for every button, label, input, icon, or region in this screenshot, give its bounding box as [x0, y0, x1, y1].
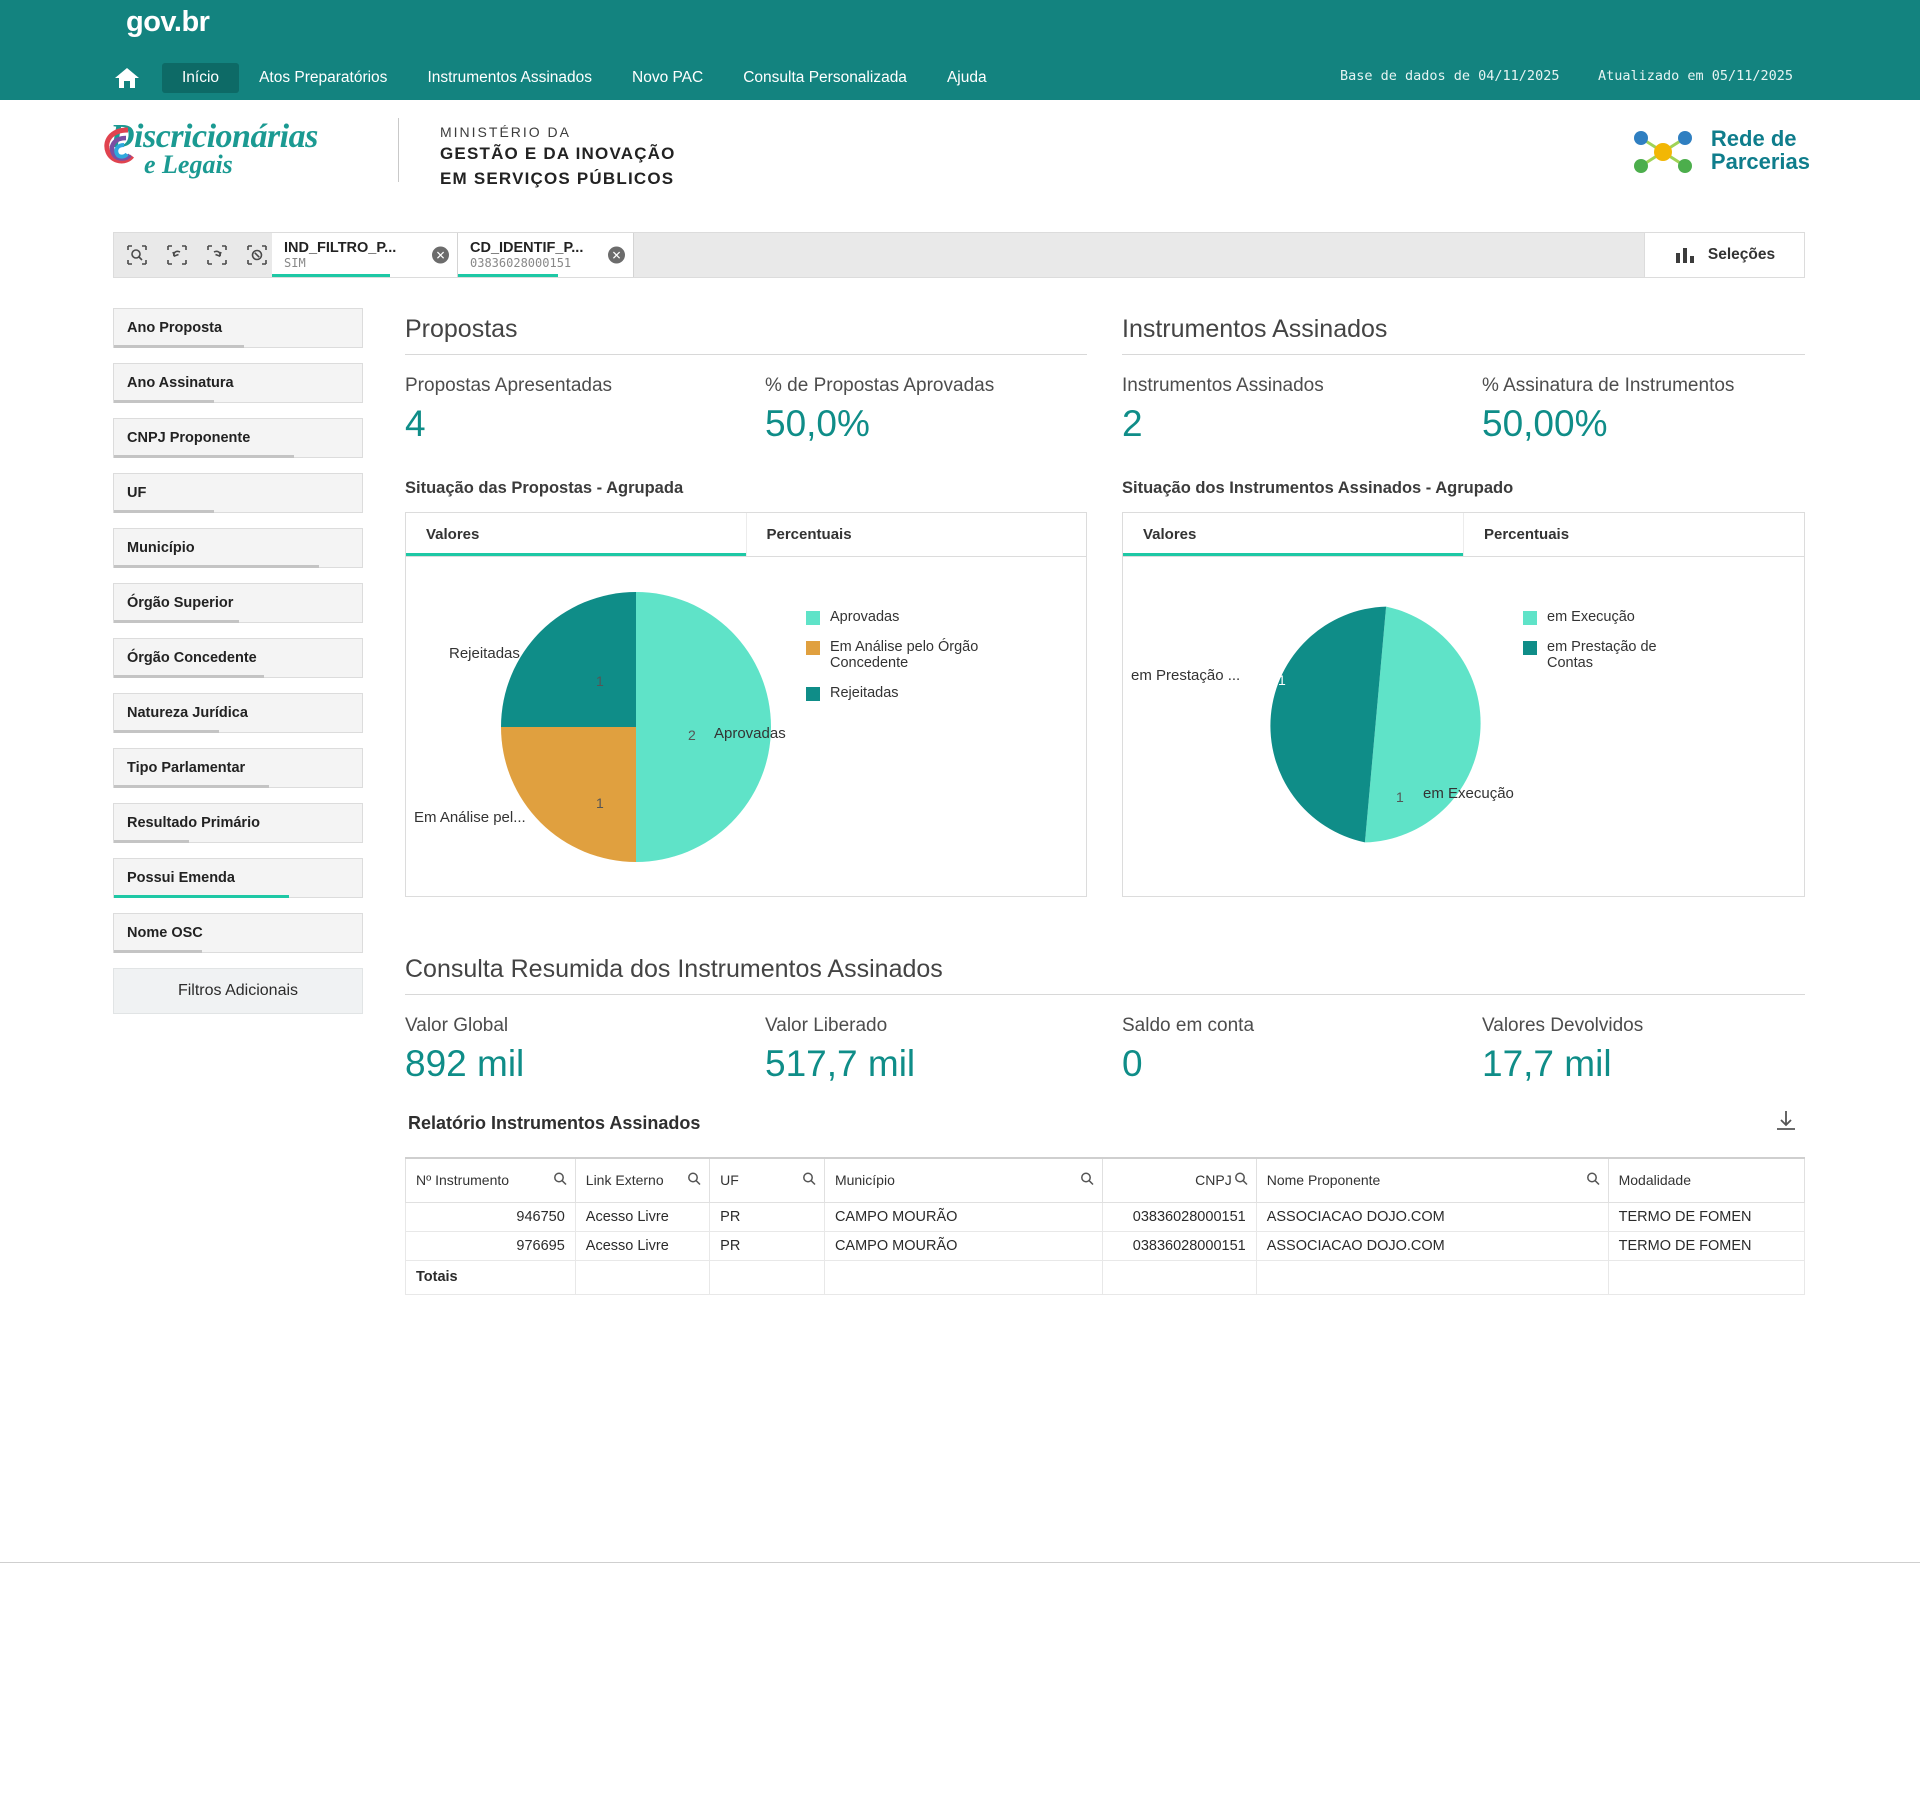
kpi-instrumentos-assinados	[1122, 375, 1482, 445]
legend-item[interactable]	[1523, 639, 1763, 671]
column-header-cnpj[interactable]	[1103, 1158, 1256, 1202]
filter-orgao-concedente[interactable]	[113, 638, 363, 678]
selections-label: Seleções	[1707, 246, 1776, 263]
cell-link-externo[interactable]: Acesso Livre	[575, 1202, 709, 1231]
pie-slice-label-rejeitadas-value: 1	[596, 673, 604, 689]
legend-swatch-icon	[806, 641, 820, 655]
cell-totals-label: Totais	[406, 1260, 576, 1294]
kpi-value: 892 mil	[405, 1043, 525, 1084]
ministry-line3: EM SERVIÇOS PÚBLICOS	[440, 168, 675, 188]
cell-totals-empty	[1608, 1260, 1804, 1294]
propostas-chart-card	[405, 512, 1087, 897]
close-icon[interactable]: ✕	[432, 247, 449, 264]
home-icon[interactable]	[110, 61, 144, 95]
nav-item-novo-pac[interactable]: Novo PAC	[632, 69, 704, 86]
kpi-value: 4	[405, 403, 426, 444]
close-icon[interactable]: ✕	[608, 247, 625, 264]
brand-title-line1: Discricionárias	[110, 118, 318, 155]
brand-divider	[398, 118, 399, 182]
column-label: Nº Instrumento	[416, 1172, 510, 1189]
pie-slice-label-prestacao-value: 1	[1278, 672, 1286, 688]
kpi-percentual-assinatura	[1482, 375, 1734, 445]
filter-possui-emenda[interactable]	[113, 858, 363, 898]
report-table	[405, 1157, 1805, 1295]
cell-uf: PR	[710, 1202, 825, 1231]
column-label: Modalidade	[1618, 1172, 1691, 1189]
cell-totals-empty	[710, 1260, 825, 1294]
pie-outer-label-aprovadas: Aprovadas	[714, 725, 786, 742]
kpi-value: 0	[1122, 1043, 1143, 1084]
instrumentos-chart-title: Situação dos Instrumentos Assinados - Agrupado	[1122, 479, 1514, 497]
filter-ano-assinatura[interactable]	[113, 363, 363, 403]
selection-chip-title: IND_FILTRO_P...	[284, 240, 397, 256]
column-header-link-externo[interactable]	[575, 1158, 709, 1202]
kpi-label: % de Propostas Aprovadas	[765, 375, 995, 396]
report-table-wrap	[405, 1157, 1805, 1295]
instrumentos-chart-tabs	[1123, 513, 1804, 557]
propostas-chart-title: Situação das Propostas - Agrupada	[405, 479, 684, 497]
kpi-value: 517,7 mil	[765, 1043, 916, 1084]
ministry-line2: GESTÃO E DA INOVAÇÃO	[440, 144, 676, 164]
filter-orgao-superior[interactable]	[113, 583, 363, 623]
nav-item-inicio[interactable]: Início	[162, 63, 239, 93]
column-header-num-instrumento[interactable]	[406, 1158, 576, 1202]
kpi-propostas-apresentadas	[405, 375, 765, 445]
filter-uf[interactable]	[113, 473, 363, 513]
tab-percentuais[interactable]: Percentuais	[1484, 526, 1570, 543]
filter-label: CNPJ Proponente	[127, 430, 251, 446]
filtros-adicionais-button[interactable]: Filtros Adicionais	[113, 968, 363, 1014]
kpi-label: Valor Global	[405, 1015, 509, 1036]
filter-panel	[113, 308, 363, 1014]
kpi-percentual-aprovadas	[765, 375, 994, 445]
pie-outer-label-execucao: em Execução	[1423, 785, 1514, 802]
main-navigation	[110, 58, 1007, 98]
search-icon[interactable]	[687, 1172, 701, 1189]
column-label: Nome Proponente	[1266, 1172, 1381, 1189]
cell-uf: PR	[710, 1231, 825, 1260]
filter-natureza-juridica[interactable]	[113, 693, 363, 733]
legend-item[interactable]	[806, 609, 1056, 625]
cell-cnpj: 03836028000151	[1103, 1202, 1256, 1231]
cell-modalidade: TERMO DE FOMEN	[1608, 1202, 1804, 1231]
swirl-icon	[102, 124, 136, 170]
rede-line1: Rede de	[1710, 125, 1797, 151]
selection-clear-all-icon[interactable]	[242, 240, 272, 270]
kpi-label: % Assinatura de Instrumentos	[1482, 375, 1735, 396]
brand-row	[0, 100, 1920, 208]
selection-step-back-icon[interactable]	[162, 240, 192, 270]
legend-item[interactable]	[806, 639, 1056, 671]
filter-resultado-primario[interactable]	[113, 803, 363, 843]
legend-label: em Execução	[1547, 609, 1635, 625]
govbr-logo: gov.br	[126, 6, 210, 38]
filter-label: Tipo Parlamentar	[127, 760, 246, 776]
instrumentos-chart-card	[1122, 512, 1805, 897]
legend-label: Em Análise pelo Órgão Concedente	[830, 639, 979, 671]
pie-outer-label-analise: Em Análise pel...	[414, 809, 526, 826]
legend-swatch-icon	[806, 687, 820, 701]
cell-municipio: CAMPO MOURÃO	[824, 1202, 1102, 1231]
kpi-label: Valor Liberado	[765, 1015, 888, 1036]
filter-label: Órgão Concedente	[127, 650, 257, 666]
base-dados-label: Base de dados de 04/11/2025	[1340, 68, 1560, 84]
table-totals-row	[406, 1260, 1805, 1294]
selection-bar-empty-area	[634, 233, 1644, 277]
column-header-nome-proponente[interactable]	[1256, 1158, 1608, 1202]
kpi-saldo-em-conta	[1122, 1015, 1482, 1085]
consulta-section	[405, 955, 1805, 1085]
selection-chip-title: CD_IDENTIF_P...	[470, 240, 584, 256]
report-title: Relatório Instrumentos Assinados	[408, 1113, 701, 1133]
search-icon[interactable]	[1586, 1172, 1600, 1189]
filter-cnpj-proponente[interactable]	[113, 418, 363, 458]
selection-chip-cd-identif[interactable]	[458, 233, 634, 277]
kpi-label: Valores Devolvidos	[1482, 1015, 1644, 1036]
kpi-label: Instrumentos Assinados	[1122, 375, 1324, 396]
kpi-valor-global	[405, 1015, 765, 1085]
pie-outer-label-prestacao: em Prestação ...	[1131, 667, 1241, 684]
nav-item-ajuda[interactable]: Ajuda	[946, 69, 987, 86]
column-header-municipio[interactable]	[824, 1158, 1102, 1202]
tab-valores[interactable]: Valores	[1123, 513, 1464, 556]
selection-search-icon[interactable]	[122, 240, 152, 270]
column-label: CNPJ	[1195, 1172, 1232, 1189]
kpi-value: 2	[1122, 403, 1143, 444]
discricionarias-logo	[110, 118, 318, 180]
network-icon	[1627, 122, 1699, 178]
rede-parcerias-logo	[1627, 122, 1810, 178]
legend-label: Aprovadas	[830, 609, 900, 625]
filter-label: Ano Assinatura	[127, 375, 234, 391]
propostas-section	[405, 315, 1087, 897]
legend-item[interactable]	[1523, 609, 1763, 625]
column-header-uf[interactable]	[710, 1158, 825, 1202]
nav-item-atos-preparatorios[interactable]: Atos Preparatórios	[259, 69, 388, 86]
cell-municipio: CAMPO MOURÃO	[824, 1231, 1102, 1260]
filter-label: Ano Proposta	[127, 320, 223, 336]
cell-link-externo[interactable]: Acesso Livre	[575, 1231, 709, 1260]
table-row[interactable]	[406, 1231, 1805, 1260]
column-label: Município	[834, 1172, 895, 1189]
atualizado-label: Atualizado em 05/11/2025	[1598, 68, 1794, 84]
cell-num-instrumento: 946750	[406, 1202, 576, 1231]
filter-label: Município	[127, 540, 195, 556]
pie-outer-label-rejeitadas: Rejeitadas	[449, 645, 520, 662]
selection-tools	[114, 233, 272, 277]
tab-valores[interactable]: Valores	[406, 513, 747, 556]
instrumentos-legend	[1523, 609, 1763, 685]
propostas-pie-chart	[406, 557, 1086, 897]
rede-line2: Parcerias	[1710, 149, 1810, 174]
nav-item-consulta-personalizada[interactable]: Consulta Personalizada	[743, 69, 907, 86]
kpi-valores-devolvidos	[1482, 1015, 1643, 1085]
search-icon[interactable]	[1234, 1172, 1248, 1189]
legend-item[interactable]	[806, 685, 1056, 701]
instrumentos-pie-chart	[1123, 557, 1804, 897]
filter-tipo-parlamentar[interactable]	[113, 748, 363, 788]
kpi-label: Propostas Apresentadas	[405, 375, 613, 396]
cell-cnpj: 03836028000151	[1103, 1231, 1256, 1260]
cell-nome-proponente: ASSOCIACAO DOJO.COM	[1256, 1231, 1608, 1260]
selections-icon	[1674, 245, 1696, 265]
ministry-line1: MINISTÉRIO DA	[440, 124, 572, 140]
filter-ano-proposta[interactable]	[113, 308, 363, 348]
nav-item-instrumentos-assinados[interactable]: Instrumentos Assinados	[427, 69, 592, 86]
filter-label: Nome OSC	[127, 925, 203, 941]
kpi-label: Saldo em conta	[1122, 1015, 1255, 1036]
pie-icon	[1243, 592, 1508, 857]
kpi-value: 50,00%	[1482, 403, 1608, 444]
selection-bar	[113, 232, 1805, 278]
legend-label: em Prestação de Contas	[1547, 639, 1657, 671]
propostas-chart-tabs	[406, 513, 1086, 557]
selection-step-forward-icon[interactable]	[202, 240, 232, 270]
brand-title-line2: e Legais	[144, 150, 233, 179]
footer-divider	[0, 1562, 1920, 1563]
selection-chip-ind-filtro[interactable]	[272, 233, 458, 277]
filter-label: Natureza Jurídica	[127, 705, 248, 721]
report-section	[405, 1108, 1805, 1295]
search-icon[interactable]	[553, 1172, 567, 1189]
filter-label: Resultado Primário	[127, 815, 260, 831]
pie-slice-label-execucao-value: 1	[1396, 789, 1404, 805]
selection-chip-value: 03836028000151	[470, 256, 572, 270]
gov-header	[0, 0, 1920, 100]
ministry-block	[440, 122, 676, 192]
table-row[interactable]	[406, 1202, 1805, 1231]
legend-label: Rejeitadas	[830, 685, 899, 701]
download-icon[interactable]	[1773, 1108, 1799, 1139]
column-label: Link Externo	[585, 1172, 664, 1189]
selections-button[interactable]	[1644, 233, 1804, 277]
kpi-value: 50,0%	[765, 403, 870, 444]
cell-totals-empty	[1103, 1260, 1256, 1294]
filter-label: UF	[127, 485, 147, 501]
search-icon[interactable]	[1080, 1172, 1094, 1189]
table-header-row	[406, 1158, 1805, 1202]
kpi-value: 17,7 mil	[1482, 1043, 1612, 1084]
filter-label: Órgão Superior	[127, 595, 234, 611]
pie-slice-label-analise-value: 1	[596, 795, 604, 811]
cell-totals-empty	[824, 1260, 1102, 1294]
kpi-valor-liberado	[765, 1015, 1122, 1085]
filter-label: Possui Emenda	[127, 870, 235, 886]
instrumentos-title: Instrumentos Assinados	[1122, 315, 1388, 343]
filter-municipio[interactable]	[113, 528, 363, 568]
column-label: UF	[720, 1172, 739, 1189]
cell-modalidade: TERMO DE FOMEN	[1608, 1231, 1804, 1260]
cell-num-instrumento: 976695	[406, 1231, 576, 1260]
selection-chip-value: SIM	[284, 256, 306, 270]
tab-percentuais[interactable]: Percentuais	[766, 526, 852, 543]
filter-nome-osc[interactable]	[113, 913, 363, 953]
legend-swatch-icon	[1523, 611, 1537, 625]
legend-swatch-icon	[1523, 641, 1537, 655]
consulta-title: Consulta Resumida dos Instrumentos Assinados	[405, 955, 943, 983]
search-icon[interactable]	[802, 1172, 816, 1189]
propostas-title: Propostas	[405, 315, 518, 343]
propostas-legend	[806, 609, 1056, 715]
cell-totals-empty	[575, 1260, 709, 1294]
cell-nome-proponente: ASSOCIACAO DOJO.COM	[1256, 1202, 1608, 1231]
pie-slice-label-aprovadas-value: 2	[688, 727, 696, 743]
cell-totals-empty	[1256, 1260, 1608, 1294]
legend-swatch-icon	[806, 611, 820, 625]
column-header-modalidade[interactable]	[1608, 1158, 1804, 1202]
instrumentos-section	[1122, 315, 1805, 897]
